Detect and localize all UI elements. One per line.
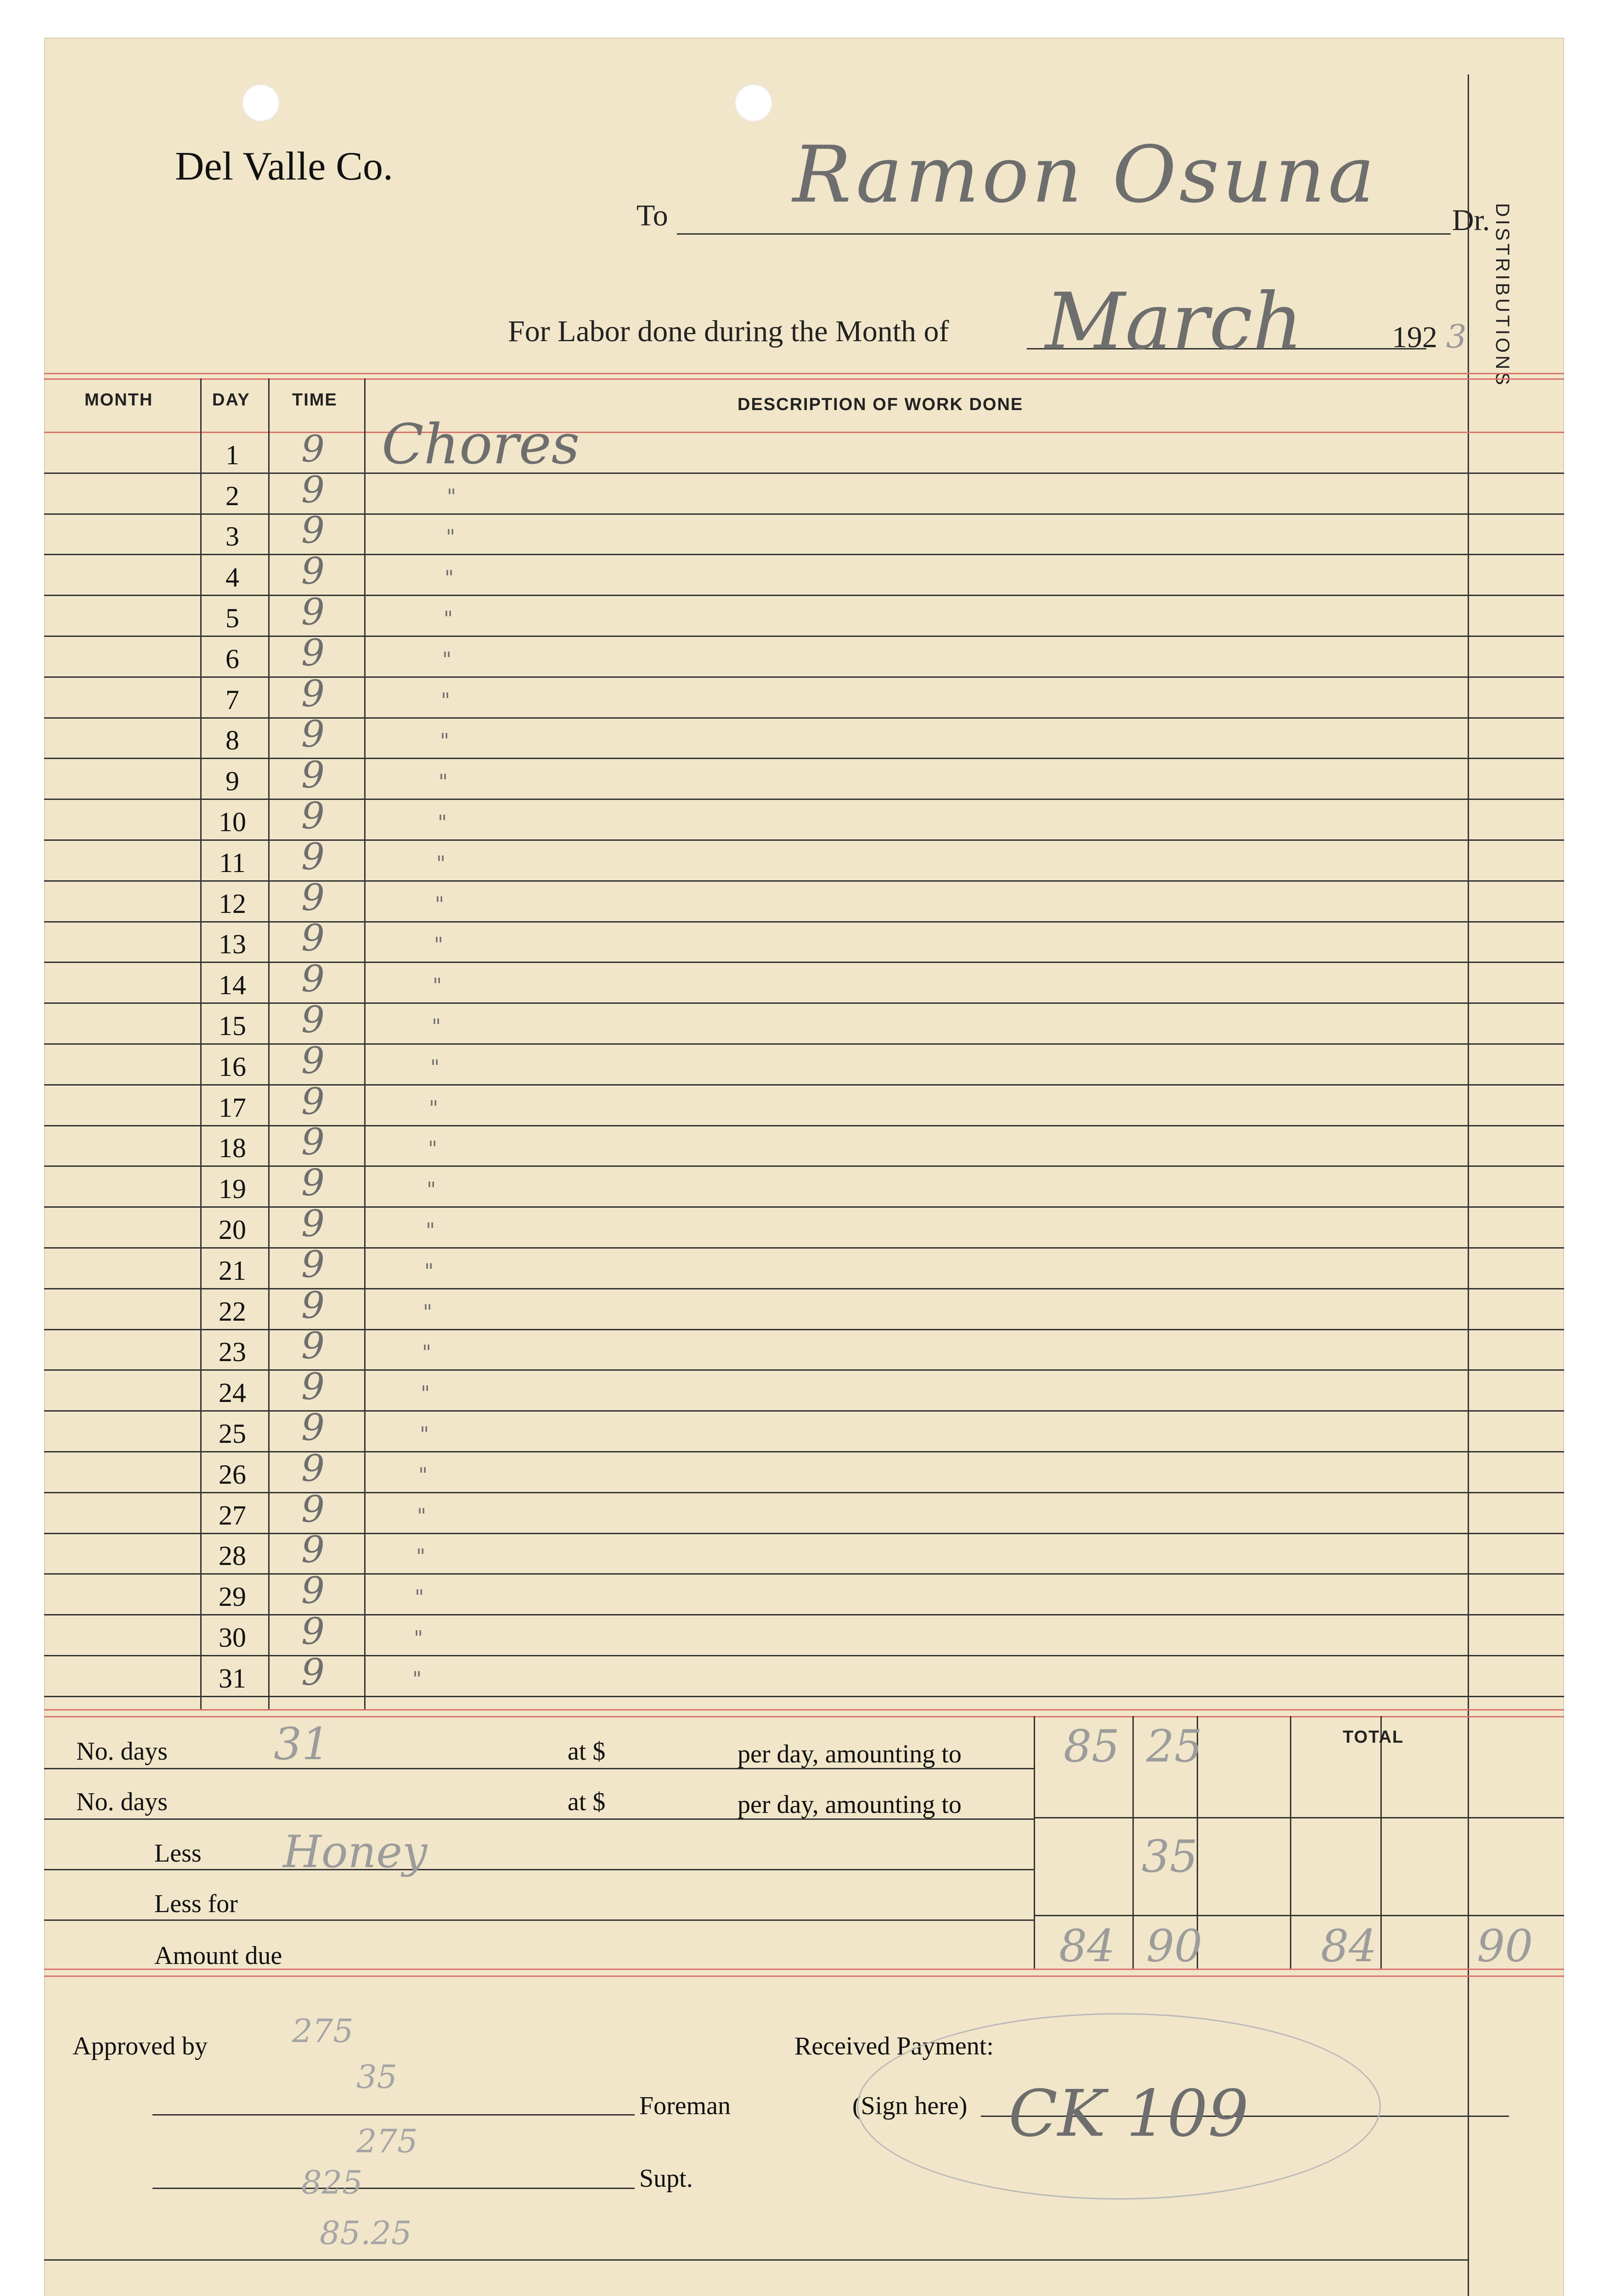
- day-number: 6: [225, 644, 239, 674]
- day-number: 26: [219, 1459, 246, 1490]
- row-rule: [44, 1165, 1564, 1167]
- time-value: 9: [301, 1365, 325, 1408]
- work-description: ": [441, 689, 450, 712]
- header-month: MONTH: [84, 390, 153, 410]
- work-description: ": [424, 1260, 434, 1283]
- work-description: ": [422, 1341, 432, 1364]
- time-value: 9: [301, 1406, 325, 1449]
- day-number: 31: [219, 1663, 246, 1694]
- row-rule: [44, 1492, 1564, 1493]
- row-rule: [44, 758, 1564, 759]
- work-description: ": [440, 729, 450, 753]
- day-number: 22: [219, 1296, 246, 1327]
- row-rule: [44, 1410, 1564, 1412]
- work-description: ": [430, 1056, 440, 1079]
- sign-label: (Sign here): [852, 2092, 968, 2120]
- time-value: 9: [301, 1243, 325, 1286]
- day-number: 12: [219, 889, 246, 919]
- work-description: ": [434, 933, 444, 957]
- time-value: 9: [301, 754, 325, 796]
- day-number: 5: [225, 603, 239, 633]
- row-rule: [44, 1533, 1564, 1534]
- sign-value: CK 109: [1008, 2077, 1249, 2151]
- work-description: ": [427, 1178, 436, 1201]
- row-rule: [44, 1573, 1564, 1575]
- day-number: 9: [225, 766, 239, 796]
- no-days-label: No. days: [76, 1737, 168, 1766]
- time-value: 9: [301, 550, 325, 592]
- time-value: 9: [301, 591, 325, 633]
- work-description: ": [432, 1015, 441, 1038]
- work-description: ": [428, 1137, 438, 1160]
- red-rule: [44, 1716, 1564, 1717]
- work-description: ": [438, 811, 447, 834]
- row-rule: [44, 717, 1564, 719]
- time-value: 9: [301, 1202, 325, 1245]
- company-name: Del Valle Co.: [175, 144, 393, 189]
- time-value: 9: [301, 1610, 325, 1653]
- at-label-2: at $: [568, 1788, 606, 1816]
- distributions-divider: [1468, 74, 1469, 2296]
- work-description: ": [417, 1504, 427, 1528]
- work-description: ": [412, 1667, 422, 1691]
- total-cents: 90: [1477, 1920, 1533, 1972]
- day-number: 2: [225, 481, 239, 511]
- time-value: 9: [301, 794, 325, 837]
- row-rule: [44, 921, 1564, 923]
- time-value: 9: [301, 1447, 325, 1490]
- time-value: 9: [301, 917, 325, 959]
- less-for-label: Less for: [154, 1890, 238, 1918]
- work-description: ": [426, 1219, 435, 1242]
- day-number: 29: [219, 1581, 246, 1612]
- time-value: 9: [301, 1039, 325, 1082]
- row-rule: [44, 880, 1564, 882]
- work-description: ": [421, 1382, 430, 1405]
- summary-line: [1034, 1817, 1564, 1818]
- row-rule: [44, 513, 1564, 515]
- work-description: ": [442, 648, 452, 671]
- day-number: 28: [219, 1541, 246, 1571]
- less-label: Less: [154, 1839, 202, 1868]
- day-number: 4: [225, 562, 239, 592]
- time-value: 9: [301, 713, 325, 755]
- row-rule: [44, 636, 1564, 637]
- work-description: ": [414, 1626, 423, 1650]
- year-prefix: 192: [1392, 321, 1437, 354]
- time-value: 9: [301, 1120, 325, 1163]
- day-number: 1: [225, 440, 239, 470]
- labor-voucher: [44, 38, 1564, 2296]
- less-value: Honey: [283, 1826, 428, 1878]
- work-description: ": [433, 974, 442, 997]
- time-value: 9: [301, 957, 325, 1000]
- no-days-value: 31: [274, 1718, 330, 1770]
- punch-hole: [242, 84, 280, 122]
- work-description: ": [415, 1586, 424, 1609]
- row-rule: [44, 1247, 1564, 1249]
- time-value: 9: [301, 631, 325, 674]
- row-rule: [44, 1084, 1564, 1086]
- time-value: 9: [301, 876, 325, 919]
- work-description: ": [445, 566, 454, 590]
- year-digit: 3: [1446, 318, 1467, 355]
- work-description: Chores: [382, 413, 580, 477]
- dr-label: Dr.: [1452, 203, 1490, 237]
- scratch-calc: 275: [292, 2012, 354, 2050]
- foreman-label: Foreman: [639, 2092, 731, 2120]
- red-rule: [44, 1709, 1564, 1711]
- row-rule: [44, 1043, 1564, 1045]
- work-description: ": [446, 525, 456, 549]
- red-rule: [44, 373, 1564, 374]
- month-label: For Labor done during the Month of: [508, 315, 949, 348]
- work-description: ": [439, 770, 448, 793]
- red-rule: [44, 378, 1564, 380]
- work-description: ": [420, 1423, 429, 1446]
- day-number: 10: [219, 807, 246, 837]
- row-rule: [44, 1369, 1564, 1371]
- amount-col: [1034, 1716, 1035, 1969]
- time-value: 9: [301, 998, 325, 1041]
- due-cents: 90: [1146, 1920, 1203, 1972]
- row-rule: [44, 839, 1564, 841]
- to-label: To: [636, 199, 668, 232]
- due-dollars: 84: [1059, 1920, 1115, 1972]
- work-description: ": [444, 607, 453, 630]
- day-number: 27: [219, 1500, 246, 1531]
- payee-name: Ramon Osuna: [793, 129, 1378, 220]
- row-rule: [44, 1002, 1564, 1004]
- amount-due-label: Amount due: [154, 1941, 282, 1970]
- row-rule: [44, 1329, 1564, 1330]
- row-rule: [44, 676, 1564, 678]
- work-description: ": [416, 1545, 426, 1568]
- time-value: 9: [301, 1284, 325, 1327]
- work-description: ": [423, 1300, 433, 1324]
- row-rule: [44, 1696, 1564, 1697]
- amount-col: [1132, 1716, 1134, 1969]
- scratch-calc: 85.25: [320, 2214, 412, 2252]
- foreman-line: [152, 2114, 635, 2116]
- day-number: 18: [219, 1133, 246, 1163]
- time-value: 9: [301, 468, 325, 511]
- red-rule: [44, 1975, 1564, 1977]
- day-number: 19: [219, 1174, 246, 1204]
- scratch-calc: 35: [356, 2058, 398, 2096]
- header-description: DESCRIPTION OF WORK DONE: [737, 395, 1024, 414]
- summary-line: [1034, 1915, 1564, 1916]
- day-number: 15: [219, 1011, 246, 1041]
- time-value: 9: [301, 509, 325, 551]
- day-number: 24: [219, 1378, 246, 1408]
- day-number: 7: [225, 685, 239, 715]
- time-value: 9: [301, 1161, 325, 1204]
- day-number: 8: [225, 725, 239, 755]
- time-value: 9: [301, 1324, 325, 1367]
- received-label: Received Payment:: [794, 2032, 994, 2060]
- work-description: ": [418, 1463, 428, 1487]
- per-day-label: per day, amounting to: [737, 1740, 962, 1768]
- supt-label: Supt.: [639, 2164, 693, 2193]
- day-number: 16: [219, 1052, 246, 1082]
- time-value: 9: [301, 1569, 325, 1612]
- row-rule: [44, 1655, 1564, 1656]
- red-rule: [44, 432, 1564, 433]
- row-rule: [44, 799, 1564, 800]
- scratch-calc: 275: [356, 2122, 418, 2160]
- header-day: DAY: [212, 390, 250, 410]
- approved-label: Approved by: [73, 2032, 208, 2060]
- time-value: 9: [301, 1488, 325, 1531]
- total-dollars: 84: [1321, 1920, 1377, 1972]
- row-rule: [44, 554, 1564, 555]
- day-number: 25: [219, 1418, 246, 1449]
- time-value: 9: [301, 1528, 325, 1571]
- row-rule: [44, 1125, 1564, 1126]
- at-label: at $: [568, 1737, 606, 1766]
- month-value: March: [1045, 276, 1303, 367]
- day-number: 13: [219, 929, 246, 959]
- red-rule: [44, 1969, 1564, 1970]
- day-number: 17: [219, 1092, 246, 1123]
- amount-cents: 25: [1146, 1721, 1203, 1772]
- time-value: 9: [301, 1080, 325, 1123]
- scratch-calc: 825: [301, 2164, 363, 2201]
- no-days-label-2: No. days: [76, 1788, 168, 1816]
- summary-line: [44, 1869, 1034, 1870]
- day-number: 11: [219, 848, 246, 878]
- work-description: ": [429, 1097, 439, 1120]
- punch-hole: [734, 84, 773, 122]
- row-rule: [44, 1614, 1564, 1615]
- row-rule: [44, 1288, 1564, 1289]
- work-description: ": [436, 852, 446, 875]
- bottom-line: [44, 2259, 1468, 2261]
- row-rule: [44, 595, 1564, 596]
- distributions-label: DISTRIBUTIONS: [1492, 203, 1514, 388]
- per-day-label-2: per day, amounting to: [737, 1790, 962, 1819]
- row-rule: [44, 1451, 1564, 1452]
- supt-line: [152, 2188, 635, 2189]
- day-number: 30: [219, 1622, 246, 1653]
- day-number: 14: [219, 970, 246, 1000]
- work-description: ": [435, 893, 445, 916]
- less-cents: 35: [1142, 1831, 1198, 1882]
- to-line: [677, 233, 1451, 235]
- amount-col: [1380, 1716, 1382, 1969]
- total-label: TOTAL: [1343, 1728, 1404, 1747]
- day-number: 20: [219, 1215, 246, 1245]
- time-value: 9: [301, 672, 325, 715]
- row-rule: [44, 473, 1564, 474]
- time-value: 9: [301, 835, 325, 878]
- day-number: 3: [225, 521, 239, 551]
- header-time: TIME: [292, 390, 338, 410]
- row-rule: [44, 962, 1564, 963]
- time-value: 9: [301, 1651, 325, 1694]
- summary-line: [44, 1919, 1034, 1921]
- work-description: ": [447, 485, 456, 508]
- amount-dollars: 85: [1064, 1721, 1120, 1772]
- day-number: 21: [219, 1255, 246, 1286]
- time-value: 9: [301, 428, 325, 470]
- day-number: 23: [219, 1337, 246, 1367]
- row-rule: [44, 1206, 1564, 1208]
- amount-col: [1290, 1716, 1291, 1969]
